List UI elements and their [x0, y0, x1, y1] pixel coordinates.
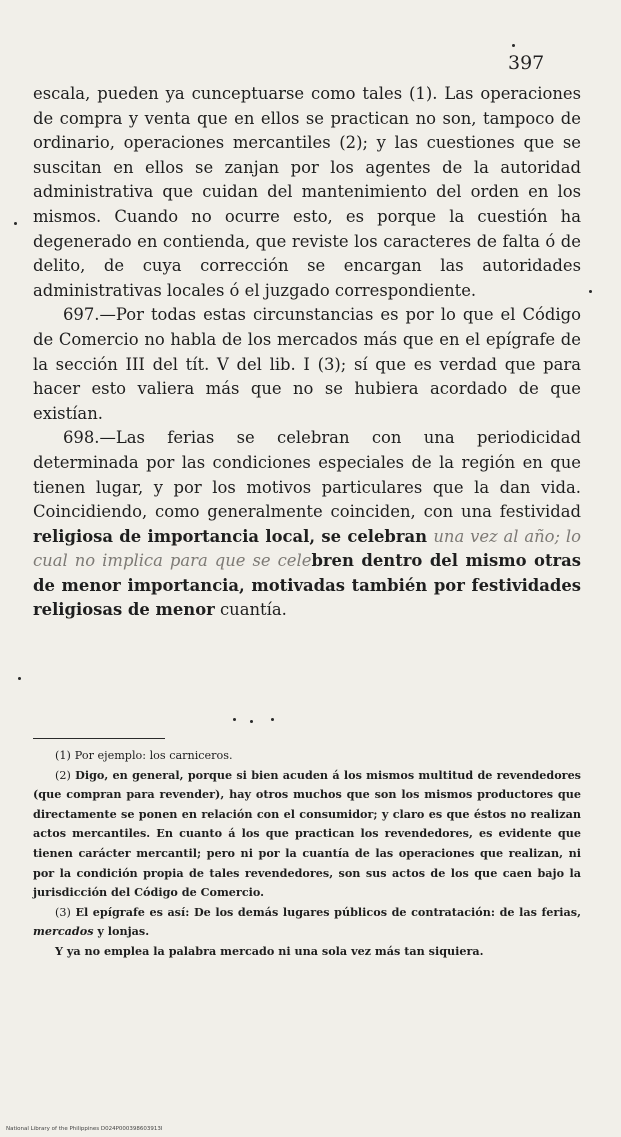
footnote-3-italic: mercados: [33, 924, 94, 939]
footnote-3: [33, 903, 581, 942]
footnote-2: [33, 766, 581, 903]
scan-speck: [250, 720, 253, 723]
paragraph-698-bold-1: religiosa de importancia local, se celebran: [33, 526, 434, 546]
scan-speck: [18, 677, 21, 680]
paragraph-698-start: 698.—Las ferias se celebran con una periodicidad determinada por las condiciones especiales de la región en que tienen lugar, y por los motivos particulares que la dan vida. Coincidiendo, como generalmente coinciden, con una festividad: [33, 428, 581, 522]
footnote-1-text: Por ejemplo: los carniceros.: [74, 749, 233, 762]
paragraph-697: 697.—Por todas estas circunstancias es por lo que el Código de Comercio no habla de los mercados más que en el epígrafe de la sección III del tít. V del lib. I (3); sí que es verdad que para hacer esto valiera más que no se hubiera acordado de que existían.: [33, 305, 581, 423]
scan-speck: [589, 290, 592, 293]
paragraph-698-end: cuantía.: [214, 600, 287, 620]
scan-speck: [14, 222, 17, 225]
footnote-2-text: Digo, en general, porque si bien acuden á los mismos multitud de revendedores (que compran para revender), hay otros muchos que son los mismos productores que directamente se ponen en relación con el consumidor; y claro es que éstos no realizan actos mercantiles. En cuanto á los que practican los revendedores, es evidente que tienen carácter mercantil; pero ni por la cuantía de las operaciones que realizan, ni por la condición propia de tales revendedores, son sus actos de los que caen bajo la jurisdicción del Código de Comercio.: [33, 767, 581, 900]
footnote-1: [33, 746, 581, 766]
scan-speck: [271, 718, 274, 721]
paragraph-698: [33, 426, 581, 623]
paragraph-698-faded: una vez al año; lo cual no implica para que se cele: [33, 526, 581, 571]
paragraph-698-bold-2: bren dentro del mismo otras de menor importancia, motivadas también por festividades religiosas de menor: [33, 551, 582, 620]
footnote-3-number: (3): [55, 905, 71, 919]
library-footer: National Library of the Philippines D024P000398603913I: [6, 1126, 163, 1132]
footnote-rule: [33, 738, 165, 739]
page-number: 397: [508, 52, 545, 74]
scan-speck: [512, 44, 515, 47]
footnote-3-text-b: y lonjas.: [93, 924, 150, 939]
footnotes: [33, 746, 581, 962]
footnote-3-continuation: Y ya no emplea la palabra mercado ni una sola vez más tan siquiera.: [55, 943, 484, 958]
body-text: [33, 82, 581, 623]
scan-speck: [233, 718, 236, 721]
footnote-2-number: (2): [55, 768, 71, 782]
paragraph-1: escala, pueden ya cunceptuarse como tales (1). Las operaciones de compra y venta que en ellos se practican no son, tampoco de ordinario, operaciones mercantiles (2); y las cuestiones que se suscitan en ellos se zanjan por los agentes de la autoridad administrativa que cuidan del mantenimiento del orden en los mismos. Cuando no ocurre esto, es porque la cuestión ha degenerado en contienda, que reviste los caracteres de falta ó de delito, de cuya corrección se encargan las autoridades administrativas locales ó el juzgado correspondiente.: [33, 84, 581, 300]
footnote-3-text-a: El epígrafe es así: De los demás lugares públicos de contratación: de las ferias,: [75, 904, 581, 919]
footnote-1-number: (1): [55, 749, 71, 762]
